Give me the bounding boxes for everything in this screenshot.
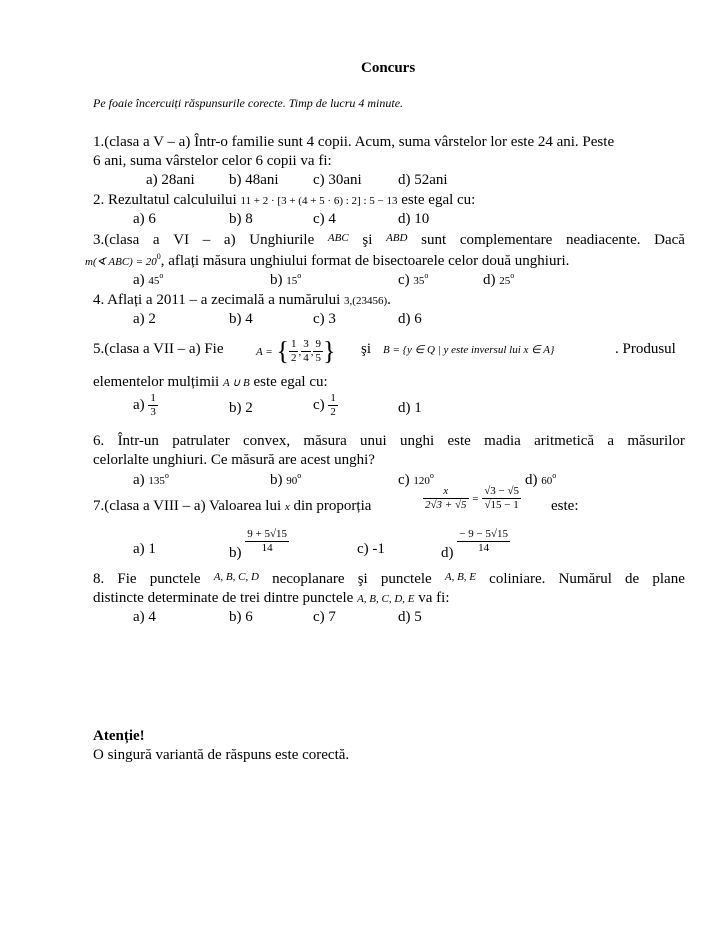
q8-option-c[interactable]: c) 7: [313, 609, 336, 625]
q8-line2: distincte determinate de trei dintre punctele A, B, C, D, E va fi:: [93, 590, 450, 606]
q7-option-b[interactable]: b) $\frac{9 + 5√15}{14}$: [229, 528, 287, 561]
q2-line: 2. Rezultatul calculuilui 11 + 2 · [3 + (4 + 5 · 6) : 2] : 5 − 13 este egal cu:: [93, 192, 476, 208]
q4-option-b[interactable]: b) 4: [229, 311, 253, 327]
q3-line1: 3.(clasa a VI – a) Unghiurile ABC şi ABD sunt complementare neadiacente. Dacă: [93, 232, 685, 248]
q3-option-a[interactable]: a) 45$^o$: [133, 271, 164, 288]
q5-and: şi: [361, 341, 372, 357]
attention-heading: Atenție!: [93, 728, 145, 744]
q5-option-b[interactable]: b) 2: [229, 400, 253, 416]
q8-line1: 8. Fie punctele A, B, C, D necoplanare şi punctele A, B, E coliniare. Numărul de plane: [93, 571, 685, 587]
q2-option-c[interactable]: c) 4: [313, 211, 336, 227]
q5-set-B: B = {y ∈ Q | y este inversul lui x ∈ A}: [383, 344, 555, 356]
q6-option-d[interactable]: d) 60$^o$: [525, 471, 557, 488]
q2-option-d[interactable]: d) 10: [398, 211, 430, 227]
page: [85, 0, 685, 943]
q3-option-b[interactable]: b) 15$^o$: [270, 271, 302, 288]
q5-option-d[interactable]: d) 1: [398, 400, 422, 416]
q2-expression: 11 + 2 · [3 + (4 + 5 · 6) : 2] : 5 − 13: [240, 195, 398, 207]
q1-option-d[interactable]: d) 52ani: [398, 172, 448, 188]
q6-option-c[interactable]: c) 120$^o$: [398, 471, 434, 488]
q5-suffix: . Produsul: [615, 341, 676, 357]
q8-option-d[interactable]: d) 5: [398, 609, 422, 625]
q7-option-d[interactable]: d) $\frac{- 9 - 5√15}{14}$: [441, 528, 508, 561]
q1-option-b[interactable]: b) 48ani: [229, 172, 279, 188]
q5-prefix: 5.(clasa a VII – a) Fie: [93, 341, 224, 357]
q3-angle-measure: m(∢ ABC) = 20: [85, 256, 157, 268]
q7-suffix: este:: [551, 498, 579, 514]
q6-line1: 6. Într-un patrulater convex, măsura unui unghi este madia aritmetică a măsurilor: [93, 433, 685, 449]
q6-option-a[interactable]: a) 135$^o$: [133, 471, 169, 488]
q5-set-A: A = { $\frac{1}{2}$ , $\frac{3}{4}$ , $\frac{9}{5}$ }: [256, 336, 336, 366]
q1-option-c[interactable]: c) 30ani: [313, 172, 362, 188]
instructions: Pe foaie încercuiți răspunsurile corecte. Timp de lucru 4 minute.: [93, 96, 404, 110]
q7-proportion: $\frac{x}{2√3 + √5}$ = $\frac{√3 - √5}{√15 - 1}$: [425, 485, 519, 511]
q1-line2: 6 ani, suma vârstelor celor 6 copii va fi:: [93, 153, 332, 169]
q2-option-b[interactable]: b) 8: [229, 211, 253, 227]
q6-option-b[interactable]: b) 90$^o$: [270, 471, 302, 488]
q7-option-c[interactable]: c) -1: [357, 541, 385, 557]
q7-prefix: 7.(clasa a VIII – a) Valoarea lui x din proporția: [93, 498, 372, 514]
q2-option-a[interactable]: a) 6: [133, 211, 156, 227]
q5-union: A ∪ B: [222, 377, 250, 389]
q5-option-a[interactable]: a) $\frac{1}{3}$: [133, 392, 156, 418]
q5-option-c[interactable]: c) $\frac{1}{2}$: [313, 392, 336, 418]
q8-option-b[interactable]: b) 6: [229, 609, 253, 625]
q1-option-a[interactable]: a) 28ani: [146, 172, 195, 188]
q4-option-c[interactable]: c) 3: [313, 311, 336, 327]
q4-line: 4. Aflați a 2011 – a zecimală a numărului 3,(23456).: [93, 292, 391, 308]
page-title: Concurs: [361, 60, 416, 76]
q3-option-c[interactable]: c) 35$^o$: [398, 271, 429, 288]
q6-line2: celorlalte unghiuri. Ce măsură are acest unghi?: [93, 452, 375, 468]
q3-option-d[interactable]: d) 25$^o$: [483, 271, 515, 288]
q1-line1: 1.(clasa a V – a) Într-o familie sunt 4 copii. Acum, suma vârstelor lor este 24 ani. Peste: [93, 134, 615, 150]
q7-option-a[interactable]: a) 1: [133, 541, 156, 557]
q4-option-d[interactable]: d) 6: [398, 311, 422, 327]
attention-note: O singură variantă de răspuns este corectă.: [93, 747, 350, 763]
q4-option-a[interactable]: a) 2: [133, 311, 156, 327]
q4-number: 3,(23456): [344, 295, 388, 307]
q8-option-a[interactable]: a) 4: [133, 609, 156, 625]
q5-line2: elementelor mulțimii A ∪ B este egal cu:: [93, 374, 328, 390]
q3-line2: m(∢ $ABC) = 20^0$, aflați măsura unghiului format de bisectoarele celor două unghiuri.: [85, 252, 570, 269]
